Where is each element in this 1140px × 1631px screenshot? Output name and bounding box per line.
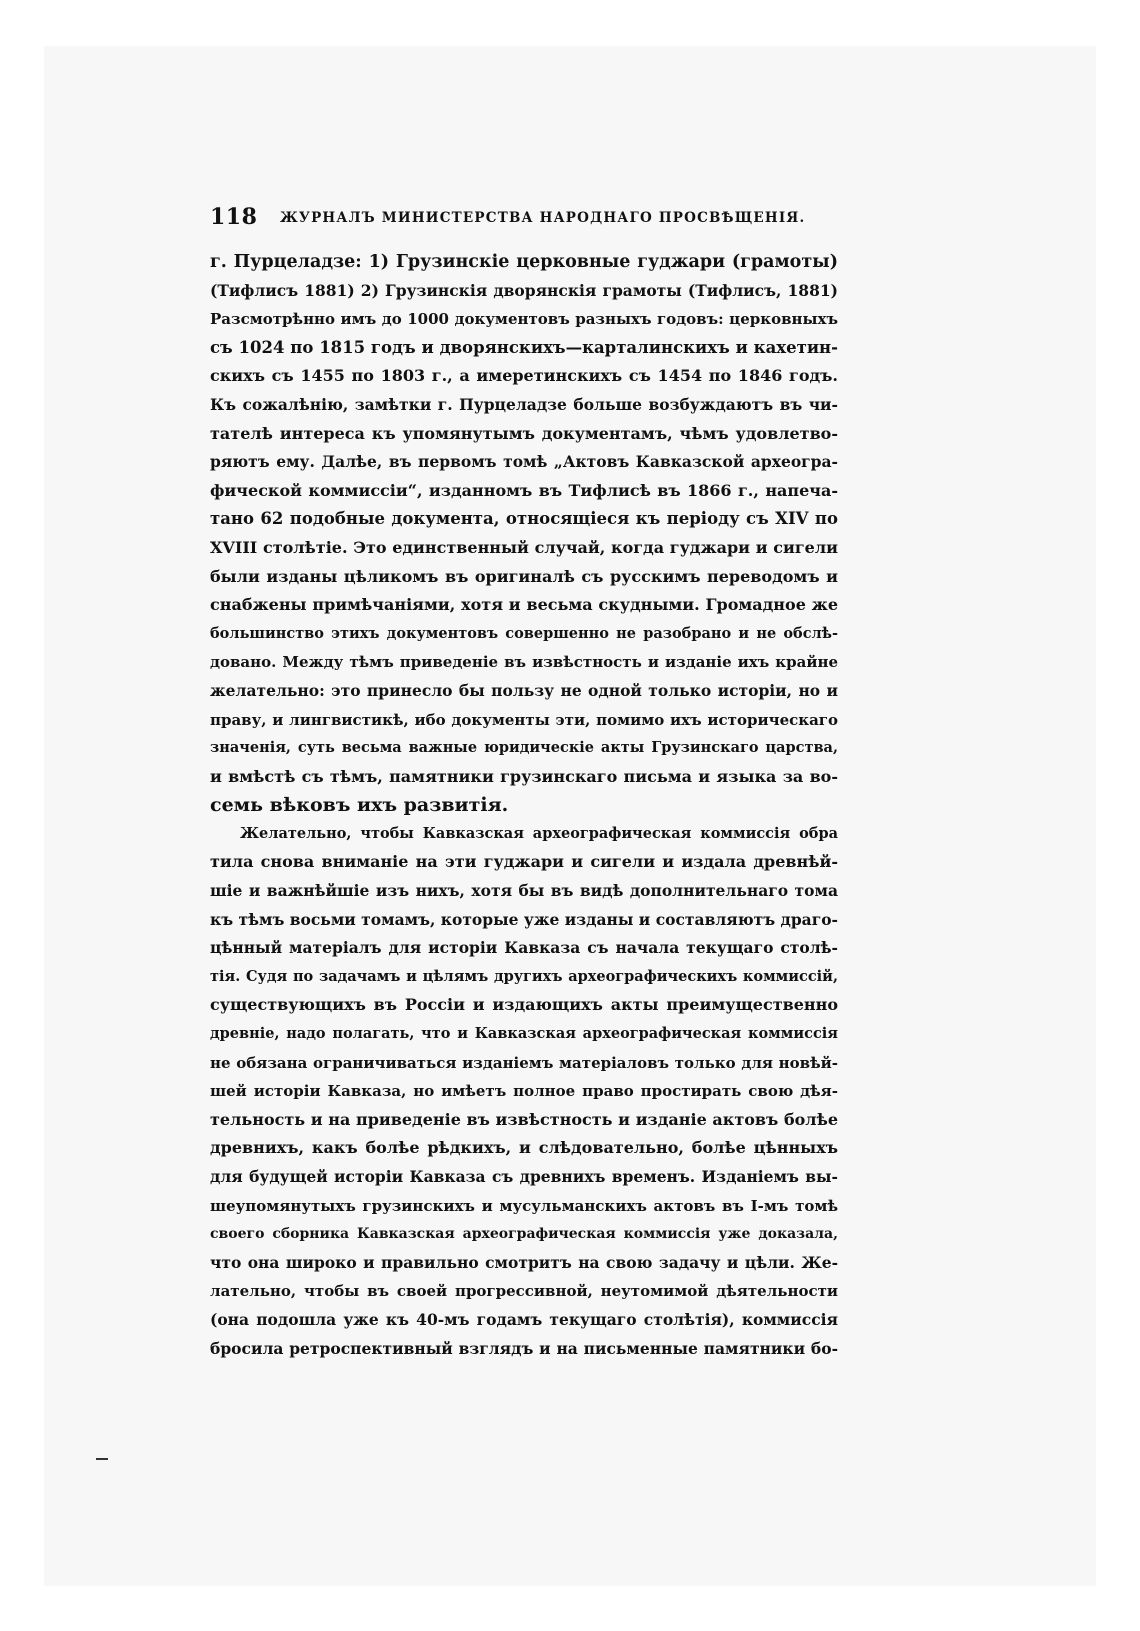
- running-head: ЖУРНАЛЪ МИНИСТЕРСТВА НАРОДНАГО ПРОСВѢЩЕНІЯ.: [280, 210, 806, 226]
- text-line: скихъ съ 1455 по 1803 г., а имеретинскихъ съ 1454 по 1846 годъ.: [210, 366, 838, 386]
- text-line: шеупомянутыхъ грузинскихъ и мусульманскихъ актовъ въ I-мъ томѣ: [210, 1196, 838, 1215]
- text-line: фической коммиссіи“, изданномъ въ Тифлисѣ въ 1866 г., напеча-: [210, 480, 838, 500]
- text-line: съ 1024 по 1815 годъ и дворянскихъ—карталинскихъ и кахетин-: [210, 337, 838, 357]
- text-line: семь вѣковъ ихъ развитія.: [210, 794, 509, 817]
- text-line: (она подошла уже къ 40-мъ годамъ текущаго столѣтія), коммиссія: [210, 1309, 838, 1329]
- text-line: были изданы цѣликомъ въ оригиналѣ съ русскимъ переводомъ и: [210, 566, 838, 586]
- text-line: желательно: это принесло бы пользу не одной только исторіи, но и: [210, 680, 838, 700]
- text-line: большинство этихъ документовъ совершенно не разобрано и не обслѣ-: [210, 624, 838, 642]
- text-line: лательно, чтобы въ своей прогрессивной, неутомимой дѣятельности: [210, 1282, 838, 1301]
- text-line: тія. Судя по задачамъ и цѣлямъ другихъ археографическихъ коммиссій,: [210, 967, 838, 985]
- body-text: [210, 248, 838, 1363]
- text-line: снабжены примѣчаніями, хотя и весьма скудными. Громадное же: [210, 595, 838, 615]
- text-line: шіе и важнѣйшіе изъ нихъ, хотя бы въ видѣ дополнительнаго тома: [210, 881, 838, 901]
- text-line: древнихъ, какъ болѣе рѣдкихъ, и слѣдовательно, болѣе цѣнныхъ: [210, 1138, 838, 1158]
- page-header: [210, 204, 842, 234]
- text-line: что она широко и правильно смотритъ на свою задачу и цѣли. Же-: [210, 1252, 838, 1272]
- text-line: для будущей исторіи Кавказа съ древнихъ временъ. Изданіемъ вы-: [210, 1167, 838, 1186]
- text-line: къ тѣмъ восьми томамъ, которые уже изданы и составляютъ драго-: [210, 909, 838, 929]
- text-line: своего сборника Кавказская археографическая коммиссія уже доказала,: [210, 1226, 838, 1243]
- text-line: тателѣ интереса къ упомянутымъ документамъ, чѣмъ удовлетво-: [210, 423, 838, 443]
- text-line: не обязана ограничиваться изданіемъ матеріаловъ только для новѣй-: [210, 1053, 838, 1072]
- margin-mark: [96, 1458, 108, 1460]
- text-line: (Тифлисъ 1881) 2) Грузинскія дворянскія грамоты (Тифлисъ, 1881): [210, 280, 838, 300]
- text-line: довано. Между тѣмъ приведеніе въ извѣстность и изданіе ихъ крайне: [210, 653, 838, 672]
- text-line: г. Пурцеладзе: 1) Грузинскіе церковные гуджари (грамоты): [210, 252, 838, 272]
- text-line: значенія, суть весьма важные юридическіе акты Грузинскаго царства,: [210, 739, 838, 757]
- text-line: ряютъ ему. Далѣе, въ первомъ томѣ „Актовъ Кавказской археогра-: [210, 452, 838, 472]
- text-line: цѣнный матеріалъ для исторіи Кавказа съ начала текущаго столѣ-: [210, 938, 838, 958]
- text-line: существующихъ въ Россіи и издающихъ акты преимущественно: [210, 995, 838, 1015]
- text-line: и вмѣстѣ съ тѣмъ, памятники грузинскаго письма и языка за во-: [210, 766, 838, 786]
- text-line: Желательно, чтобы Кавказская археографическая коммиссія обра: [240, 824, 838, 842]
- text-line: тельность и на приведеніе въ извѣстность и изданіе актовъ болѣе: [210, 1109, 838, 1129]
- text-line: древніе, надо полагать, что и Кавказская археографическая коммиссія: [210, 1025, 838, 1043]
- text-line: бросила ретроспективный взглядъ и на письменные памятники бо-: [210, 1338, 838, 1358]
- text-line: Къ сожалѣнію, замѣтки г. Пурцеладзе больше возбуждаютъ въ чи-: [210, 394, 838, 414]
- text-line: шей исторіи Кавказа, но имѣетъ полное право простирать свою дѣя-: [210, 1082, 838, 1101]
- text-line: тано 62 подобные документа, относящіеся къ періоду съ XIV по: [210, 509, 838, 529]
- text-line: тила снова вниманіе на эти гуджари и сигели и издала древнѣй-: [210, 852, 838, 872]
- text-line: XVIII столѣтіе. Это единственный случай, когда гуджари и сигели: [210, 537, 838, 557]
- text-line: Разсмотрѣнно имъ до 1000 документовъ разныхъ годовъ: церковныхъ: [210, 310, 838, 329]
- page-number: 118: [210, 204, 258, 230]
- text-line: праву, и лингвистикѣ, ибо документы эти, помимо ихъ историческаго: [210, 710, 838, 729]
